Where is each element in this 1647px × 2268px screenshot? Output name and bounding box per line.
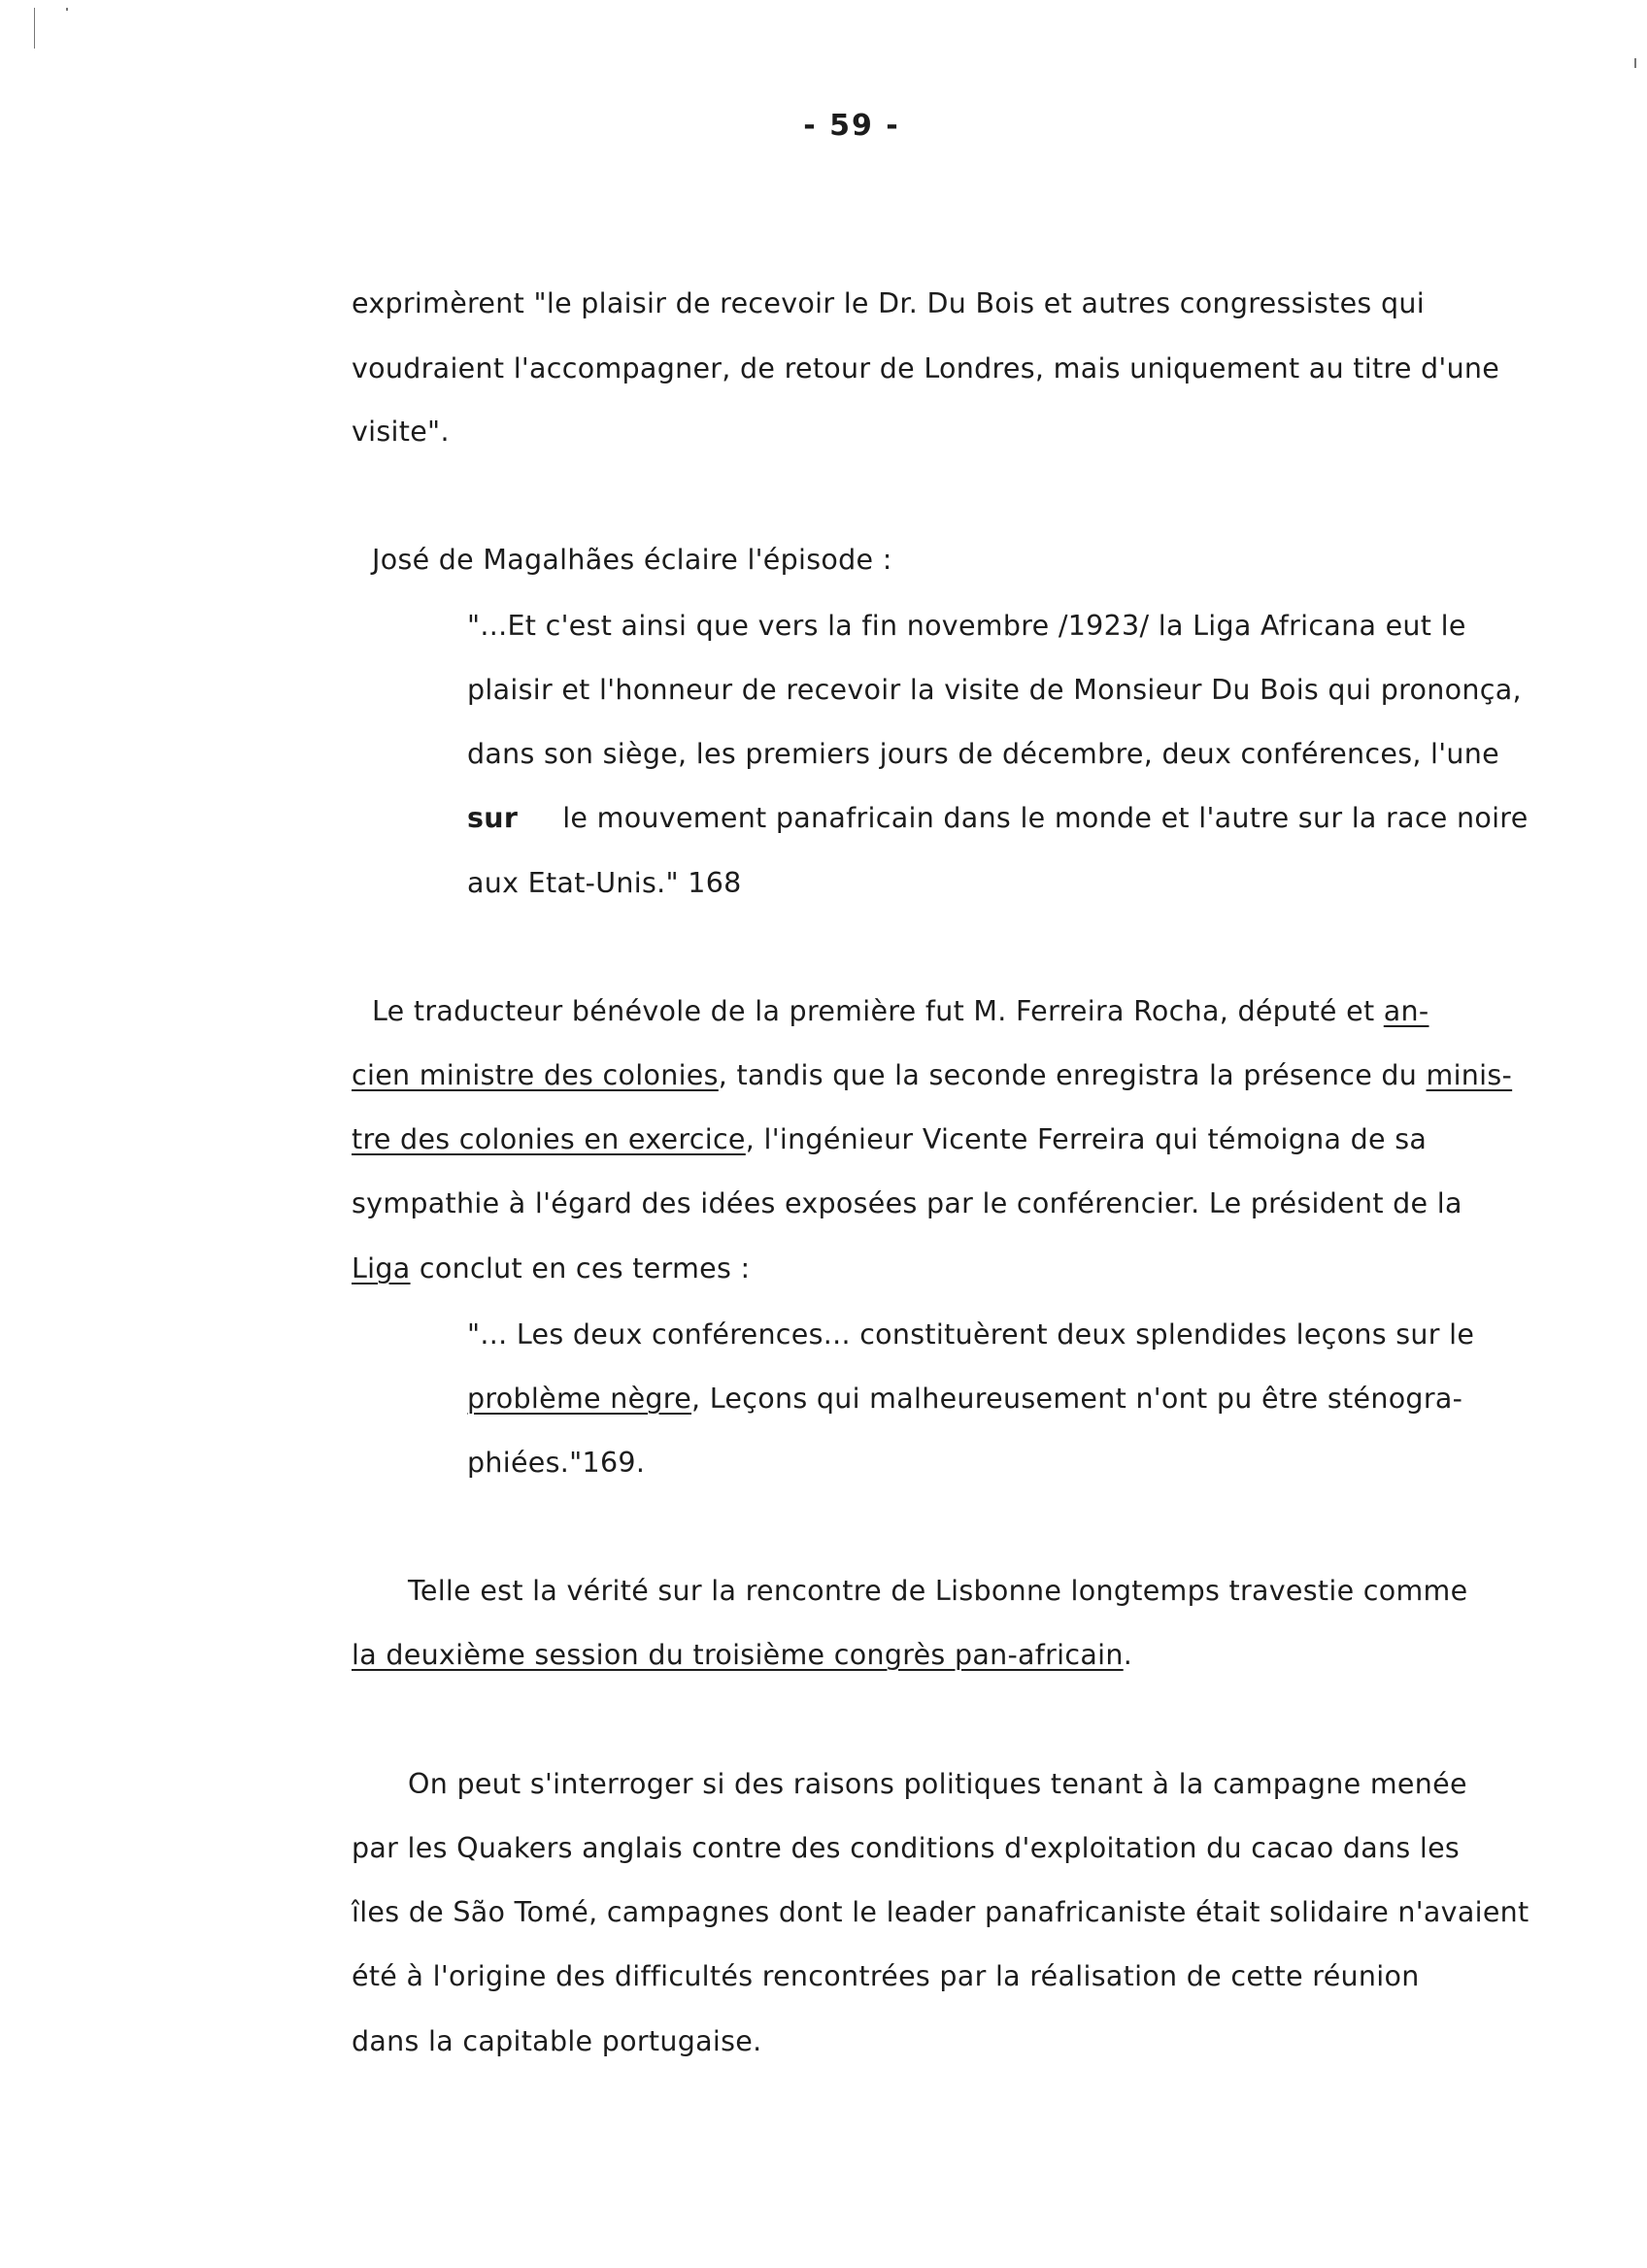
underlined-text: Liga (352, 1252, 411, 1284)
text-line: voudraient l'accompagner, de retour de Londres, mais uniquement au titre d'une (352, 352, 1500, 384)
text-line: îles de São Tomé, campagnes dont le leader panafricaniste était solidaire n'avaient (352, 1896, 1529, 1928)
text-line: José de Magalhães éclaire l'épisode : (372, 544, 892, 576)
text-segment: . (1123, 1639, 1133, 1671)
underlined-text: problème nègre (467, 1383, 692, 1415)
quote-line: aux Etat-Unis." 168 (467, 867, 742, 899)
text-line: sympathie à l'égard des idées exposées par le conférencier. Le président de la (352, 1187, 1462, 1219)
text-line (352, 1252, 750, 1285)
quote-line: "...Et c'est ainsi que vers la fin novembre /1923/ la Liga Africana eut le (467, 610, 1466, 642)
quote-line (467, 802, 1529, 835)
inserted-word: sur (467, 802, 519, 834)
underlined-text: cien ministre des colonies (352, 1059, 719, 1091)
quote-line: phiées."169. (467, 1447, 646, 1479)
text-line: été à l'origine des difficultés rencontrées par la réalisation de cette réunion (352, 1960, 1420, 1992)
scan-edge-mark (34, 8, 35, 49)
text-line: Telle est la vérité sur la rencontre de Lisbonne longtemps travestie comme (408, 1575, 1468, 1607)
underlined-text: tre des colonies en exercice (352, 1123, 746, 1155)
text-line: dans la capitable portugaise. (352, 2025, 762, 2057)
underlined-text: la deuxième session du troisième congrès pan-africain (352, 1639, 1124, 1671)
scan-edge-mark (1634, 58, 1636, 68)
text-segment: , l'ingénieur Vicente Ferreira qui témoigna de sa (745, 1123, 1428, 1155)
text-line (352, 1639, 1132, 1672)
quote-line (467, 1383, 1462, 1416)
underlined-text: an- (1383, 995, 1429, 1027)
text-line: exprimèrent "le plaisir de recevoir le Dr. Du Bois et autres congressistes qui (352, 287, 1425, 319)
text-segment: , Leçons qui malheureusement n'ont pu être sténogra- (691, 1383, 1463, 1415)
text-line: par les Quakers anglais contre des conditions d'exploitation du cacao dans les (352, 1832, 1461, 1864)
quote-line: "... Les deux conférences... constituèrent deux splendides leçons sur le (467, 1318, 1475, 1351)
text-segment: conclut en ces termes : (410, 1252, 751, 1284)
page-number: - 59 - (803, 109, 900, 143)
text-line (352, 1059, 1512, 1092)
text-segment: le mouvement panafricain dans le monde et l'autre sur la race noire (562, 802, 1529, 834)
underlined-text: minis- (1426, 1059, 1513, 1091)
text-line (372, 995, 1429, 1028)
quote-line: dans son siège, les premiers jours de décembre, deux conférences, l'une (467, 738, 1499, 770)
text-segment: , tandis que la seconde enregistra la présence du (718, 1059, 1427, 1091)
text-line (352, 1123, 1427, 1156)
text-line: visite". (352, 416, 450, 448)
text-line: On peut s'interroger si des raisons politiques tenant à la campagne menée (408, 1768, 1467, 1800)
scan-edge-mark (66, 8, 68, 11)
quote-line: plaisir et l'honneur de recevoir la visite de Monsieur Du Bois qui prononça, (467, 674, 1522, 706)
text-segment: Le traducteur bénévole de la première fut M. Ferreira Rocha, député et (372, 995, 1384, 1027)
